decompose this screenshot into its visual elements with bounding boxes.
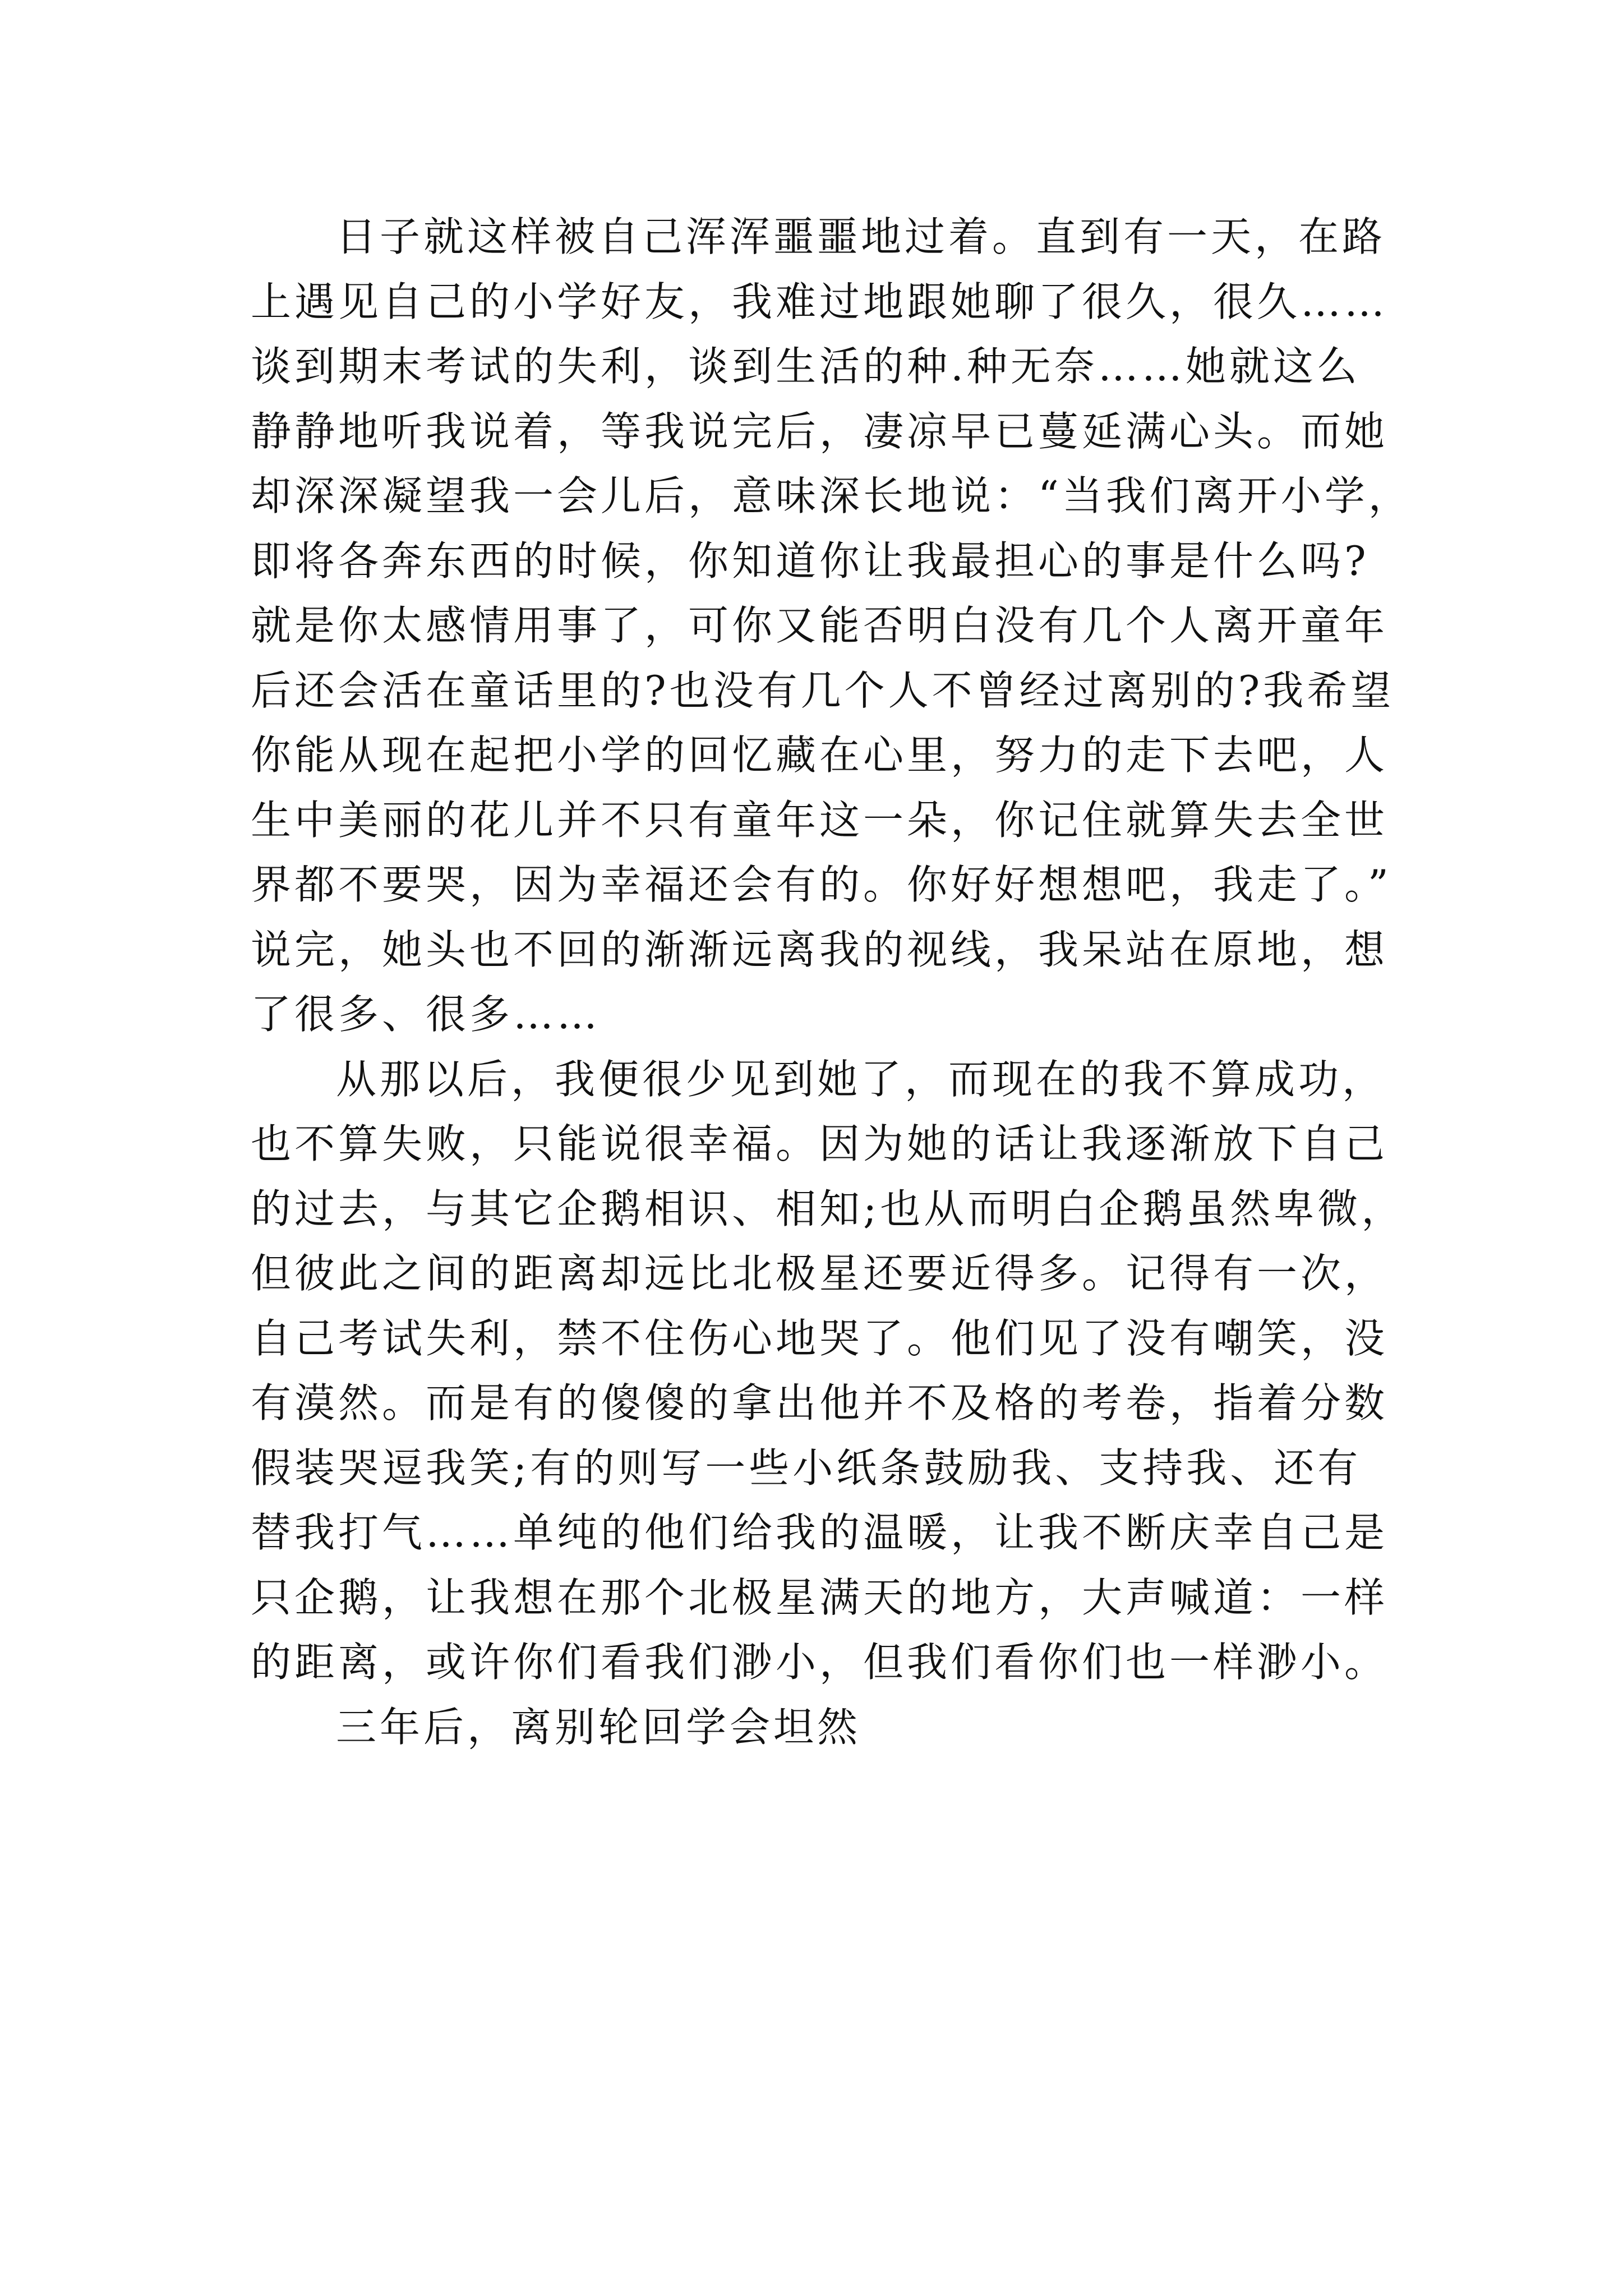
text-line: 却深深凝望我一会儿后，意味深长地说：“当我们离开小学， xyxy=(251,472,1412,519)
text-line: 从那以后，我便很少见到她了，而现在的我不算成功， xyxy=(336,1055,1386,1103)
text-line: 生中美丽的花儿并不只有童年这一朵，你记住就算失去全世 xyxy=(251,796,1389,844)
text-line: 静静地听我说着，等我说完后，凄凉早已蔓延满心头。而她 xyxy=(251,407,1389,455)
text-line: 谈到期末考试的失利，谈到生活的种.种无奈……她就这么 xyxy=(251,343,1361,390)
text-line: 上遇见自己的小学好友，我难过地跟她聊了很久，很久…… xyxy=(251,278,1389,325)
text-line: 也不算失败，只能说很幸福。因为她的话让我逐渐放下自己 xyxy=(251,1120,1389,1167)
text-line: 的过去，与其它企鹅相识、相知;也从而明白企鹅虽然卑微， xyxy=(251,1185,1405,1232)
text-line: 即将各奔东西的时候，你知道你让我最担心的事是什么吗? xyxy=(251,537,1370,585)
text-line: 但彼此之间的距离却远比北极星还要近得多。记得有一次， xyxy=(251,1250,1389,1297)
text-line: 三年后，离别轮回学会坦然 xyxy=(336,1703,861,1751)
text-line: 只企鹅，让我想在那个北极星满天的地方，大声喊道：一样 xyxy=(251,1573,1389,1621)
text-line: 说完，她头也不回的渐渐远离我的视线，我呆站在原地，想 xyxy=(251,926,1389,973)
body-text xyxy=(251,205,1445,1760)
text-line: 有漠然。而是有的傻傻的拿出他并不及格的考卷，指着分数 xyxy=(251,1379,1389,1427)
text-line: 界都不要哭，因为幸福还会有的。你好好想想吧，我走了。” xyxy=(251,861,1392,908)
text-line: 假装哭逗我笑;有的则写一些小纸条鼓励我、支持我、还有 xyxy=(251,1444,1362,1492)
text-line: 替我打气……单纯的他们给我的温暖，让我不断庆幸自己是 xyxy=(251,1509,1389,1556)
text-line: 日子就这样被自己浑浑噩噩地过着。直到有一天，在路 xyxy=(336,213,1386,260)
text-line: 就是你太感情用事了，可你又能否明白没有几个人离开童年 xyxy=(251,602,1389,649)
text-line: 了很多、很多…… xyxy=(251,991,601,1038)
text-line: 你能从现在起把小学的回忆藏在心里，努力的走下去吧，人 xyxy=(251,731,1389,779)
text-line: 后还会活在童话里的?也没有几个人不曾经过离别的?我希望 xyxy=(251,666,1395,714)
text-line: 自己考试失利，禁不住伤心地哭了。他们见了没有嘲笑，没 xyxy=(251,1314,1389,1362)
text-line: 的距离，或许你们看我们渺小，但我们看你们也一样渺小。 xyxy=(251,1639,1389,1686)
